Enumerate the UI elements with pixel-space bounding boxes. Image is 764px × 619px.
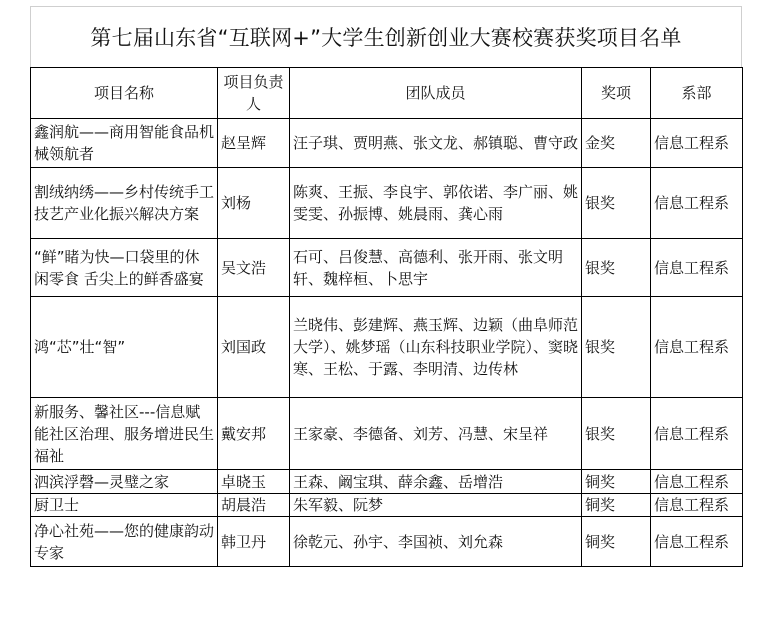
department-cell: 信息工程系 (651, 239, 743, 297)
leader-cell: 胡晨浩 (218, 494, 290, 517)
leader-cell: 卓晓玉 (218, 470, 290, 494)
members-cell: 徐乾元、孙宇、李国祯、刘允森 (290, 517, 582, 567)
department-cell: 信息工程系 (651, 119, 743, 168)
leader-cell: 刘杨 (218, 168, 290, 239)
members-cell: 汪子琪、贾明燕、张文龙、郝镇聪、曹守政 (290, 119, 582, 168)
award-cell: 银奖 (582, 398, 651, 470)
members-cell: 朱军毅、阮梦 (290, 494, 582, 517)
table-row (31, 517, 743, 567)
department-cell: 信息工程系 (651, 517, 743, 567)
department-cell: 信息工程系 (651, 470, 743, 494)
award-cell: 铜奖 (582, 517, 651, 567)
project-name-cell: 鑫润航——商用智能食品机械领航者 (31, 119, 218, 168)
project-name-cell: 厨卫士 (31, 494, 218, 517)
leader-cell: 韩卫丹 (218, 517, 290, 567)
project-name-cell: 净心社苑——您的健康韵动专家 (31, 517, 218, 567)
members-cell: 石可、吕俊慧、高德利、张开雨、张文明轩、魏梓桓、卜思宇 (290, 239, 582, 297)
award-cell: 铜奖 (582, 470, 651, 494)
table-row (31, 119, 743, 168)
document-title: 第七届山东省“互联网+”大学生创新创业大赛校赛获奖项目名单 (30, 6, 742, 67)
department-cell: 信息工程系 (651, 398, 743, 470)
award-cell: 银奖 (582, 168, 651, 239)
award-cell: 金奖 (582, 119, 651, 168)
members-cell: 王家豪、李德备、刘芳、冯慧、宋呈祥 (290, 398, 582, 470)
award-list-document (30, 6, 742, 567)
department-cell: 信息工程系 (651, 494, 743, 517)
project-name-cell: “鲜”睹为快—口袋里的休闲零食 舌尖上的鲜香盛宴 (31, 239, 218, 297)
project-name-cell: 鸿“芯”壮“智” (31, 297, 218, 398)
members-cell: 王森、阚宝琪、薛余鑫、岳增浩 (290, 470, 582, 494)
header-award: 奖项 (582, 68, 651, 119)
header-team-members: 团队成员 (290, 68, 582, 119)
award-cell: 铜奖 (582, 494, 651, 517)
table-row (31, 398, 743, 470)
leader-cell: 戴安邦 (218, 398, 290, 470)
project-name-cell: 泗滨浮磬—灵璧之家 (31, 470, 218, 494)
table-row (31, 470, 743, 494)
members-cell: 兰晓伟、彭建辉、燕玉辉、边颖（曲阜师范大学）、姚梦瑶（山东科技职业学院）、窦晓寒、王松、于露、李明清、边传林 (290, 297, 582, 398)
project-name-cell: 新服务、馨社区---信息赋能社区治理、服务增进民生福祉 (31, 398, 218, 470)
leader-cell: 刘国政 (218, 297, 290, 398)
header-department: 系部 (651, 68, 743, 119)
project-name-cell: 割绒纳绣——乡村传统手工技艺产业化振兴解决方案 (31, 168, 218, 239)
department-cell: 信息工程系 (651, 297, 743, 398)
table-row (31, 494, 743, 517)
department-cell: 信息工程系 (651, 168, 743, 239)
award-table (30, 67, 743, 567)
header-project-name: 项目名称 (31, 68, 218, 119)
award-cell: 银奖 (582, 297, 651, 398)
award-cell: 银奖 (582, 239, 651, 297)
header-project-leader: 项目负责人 (218, 68, 290, 119)
leader-cell: 赵呈辉 (218, 119, 290, 168)
table-row (31, 297, 743, 398)
members-cell: 陈爽、王振、李良宇、郭依诺、李广丽、姚雯雯、孙振博、姚晨雨、龚心雨 (290, 168, 582, 239)
table-row (31, 239, 743, 297)
header-row (31, 68, 743, 119)
table-row (31, 168, 743, 239)
leader-cell: 吴文浩 (218, 239, 290, 297)
